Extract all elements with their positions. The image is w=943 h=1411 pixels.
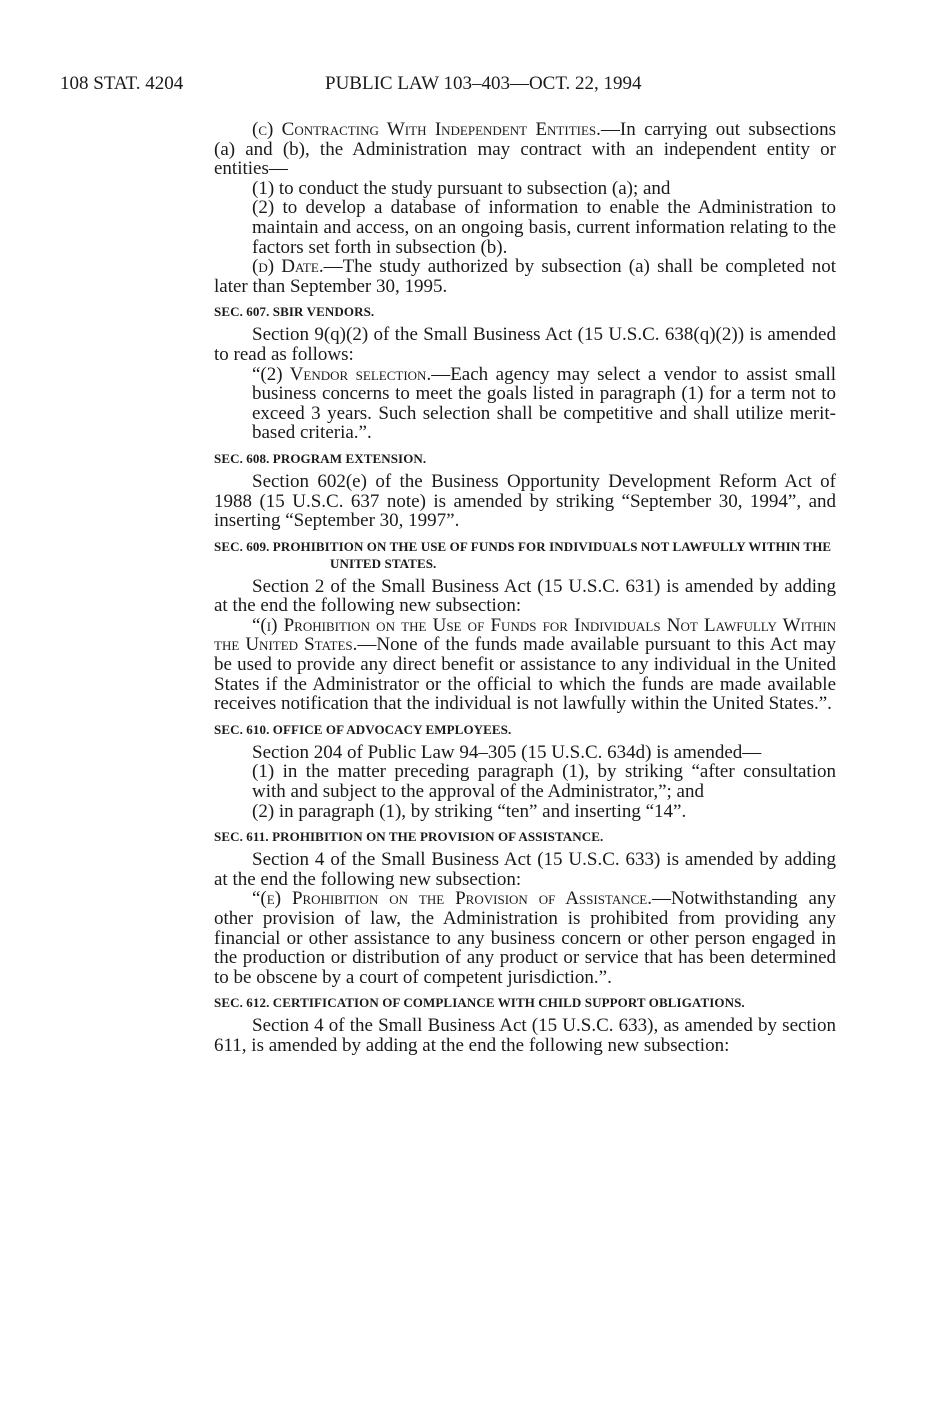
section-611-title: SEC. 611. PROHIBITION ON THE PROVISION OF ASSISTANCE. [214,829,604,845]
subsection-c-item-2: (2) to develop a database of information to enable the Administration to maintain and access, on an ongoing basis, current information relating to the factors set forth in subsection (b). [252,197,836,258]
section-611-quote-text: —Notwithstanding any other provision of law, the Administration is prohibited from providing any financial or other assistance to any business concern or other person engaged in the production or distribution of any product or service that has been determined to be obscene by a court of competent jurisdiction.”. [214,888,836,988]
section-609-title: SEC. 609. PROHIBITION ON THE USE OF FUNDS FOR INDIVIDUALS NOT LAWFULLY WITHIN THE UNITED STATES. [214,538,832,571]
section-611-quote [214,889,836,987]
section-607-title: SEC. 607. SBIR VENDORS. [214,304,375,320]
subsection-c-text: —In carrying out subsections (a) and (b), the Administration may contract with an independent entity or entities— [214,119,836,180]
subsection-c [214,120,836,179]
subsection-d [214,257,836,296]
subsection-c-heading: (c) Contracting With Independent Entities. [252,119,601,140]
document-body [214,120,836,1056]
subsection-d-text: —The study authorized by subsection (a) shall be completed not later than September 30, 1995. [214,256,837,297]
section-611-intro: Section 4 of the Small Business Act (15 U.S.C. 633) is amended by adding at the end the following new subsection: [214,849,836,890]
section-609-quote [214,616,836,714]
section-609-quote-text: —None of the funds made available pursuant to this Act may be used to provide any direct benefit or assistance to any individual in the United States if the Administrator or the official to which the funds are made available receives notification that the individual is not lawfully within the United States.”. [214,634,836,715]
subsection-d-heading: (d) Date. [252,256,324,278]
section-607-quote-heading: “(2) Vendor selection. [252,363,432,385]
section-607-quote [214,365,836,443]
section-610-item-2: (2) in paragraph (1), by striking “ten” and inserting “14”. [252,800,687,822]
section-607-quote-text: —Each agency may select a vendor to assist small business concerns to meet the goals listed in paragraph (1) for a term not to exceed 3 years. Such selection shall be competitive and shall utilize merit-based criteria.”. [252,363,836,444]
section-610-item-1: (1) in the matter preceding paragraph (1), by striking “after consultation with and subject to the approval of the Administrator,”; and [252,761,836,803]
section-610-title: SEC. 610. OFFICE OF ADVOCACY EMPLOYEES. [214,721,512,737]
subsection-c-item-1: (1) to conduct the study pursuant to subsection (a); and [252,177,671,199]
section-611-quote-heading: “(e) Prohibition on the Provision of Assistance. [252,888,652,910]
section-612-title: SEC. 612. CERTIFICATION OF COMPLIANCE WITH CHILD SUPPORT OBLIGATIONS. [214,995,745,1011]
section-608-text: Section 602(e) of the Business Opportunity Development Reform Act of 1988 (15 U.S.C. 637 note) is amended by striking “September 30, 1994”, and inserting “September 30, 1997”. [214,470,836,532]
law-title: PUBLIC LAW 103–403—OCT. 22, 1994 [325,73,642,94]
section-609-quote-heading: “(i) Prohibition on the Use of Funds for Individuals Not Lawfully Within the United States. [214,614,836,656]
section-607-intro: Section 9(q)(2) of the Small Business Act (15 U.S.C. 638(q)(2)) is amended to read as follows: [214,324,836,365]
section-610-intro: Section 204 of Public Law 94–305 (15 U.S.C. 634d) is amended— [252,741,762,763]
stat-page-number: 108 STAT. 4204 [60,73,184,94]
section-609-intro: Section 2 of the Small Business Act (15 U.S.C. 631) is amended by adding at the end the following new subsection: [214,575,836,617]
section-608-title: SEC. 608. PROGRAM EXTENSION. [214,450,427,466]
section-612-text: Section 4 of the Small Business Act (15 U.S.C. 633), as amended by section 611, is amended by adding at the end the following new subsection: [214,1015,836,1056]
